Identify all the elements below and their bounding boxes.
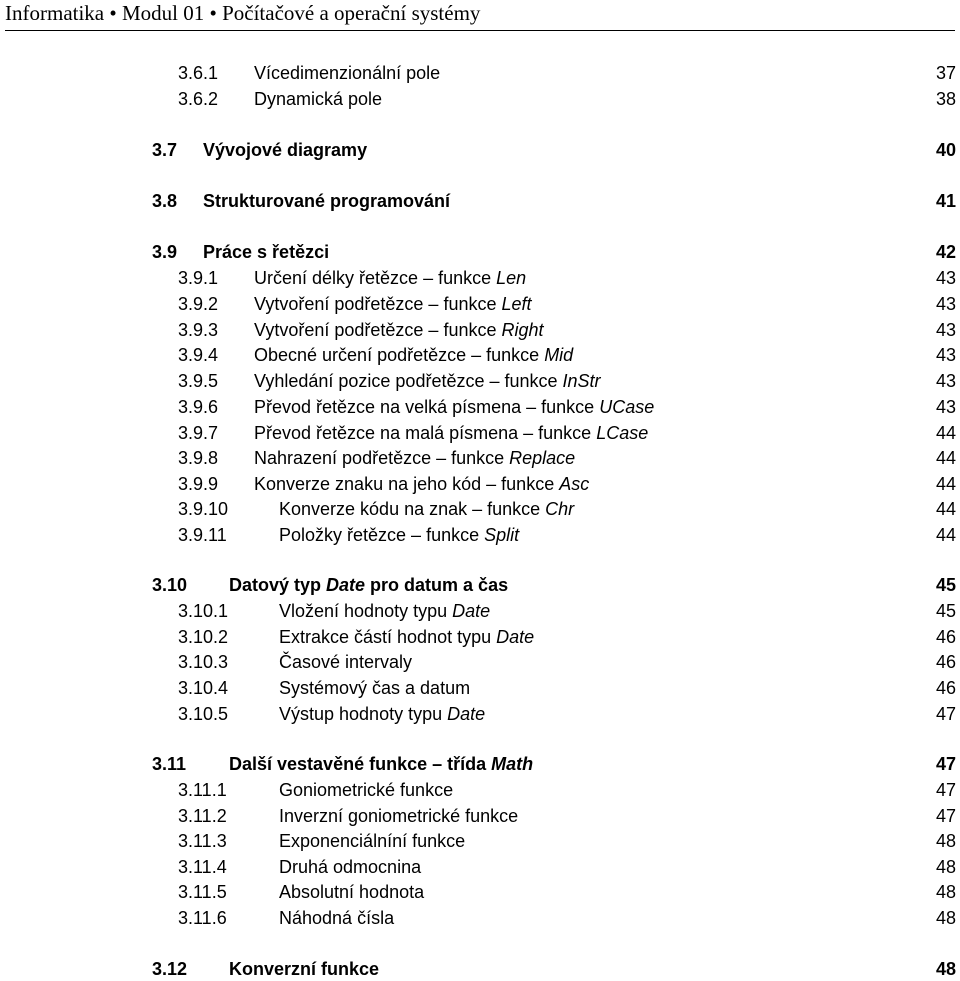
toc-entry-title bbox=[254, 292, 532, 316]
toc-entry-number: 3.10.4 bbox=[178, 678, 229, 698]
toc-entry-title-text: Vytvoření podřetězce – funkce bbox=[254, 294, 502, 314]
toc-entry-title bbox=[254, 395, 654, 419]
toc-entry-page-number: 42 bbox=[935, 242, 956, 262]
toc-entry-title-text: Konverzní funkce bbox=[229, 959, 380, 979]
toc-entry-number: 3.9.7 bbox=[178, 423, 219, 443]
toc-entry-number: 3.11.3 bbox=[178, 831, 227, 851]
toc-entry-title-italic: Replace bbox=[509, 448, 576, 468]
toc-entry-title-italic: Math bbox=[491, 754, 534, 774]
toc-entry-title-text: Obecné určení podřetězce – funkce bbox=[254, 345, 545, 365]
toc-entry-title-text: Datový typ bbox=[229, 575, 327, 595]
toc-entry-page-number: 48 bbox=[935, 857, 956, 877]
toc-subsection-entry[interactable] bbox=[0, 343, 960, 367]
toc-subsection-entry[interactable] bbox=[0, 497, 960, 521]
toc-entry-page-number: 46 bbox=[935, 652, 956, 672]
toc-subsection-entry[interactable] bbox=[0, 523, 960, 547]
toc-subsection-entry[interactable] bbox=[0, 829, 960, 853]
toc-entry-title bbox=[254, 369, 601, 393]
toc-subsection-entry[interactable] bbox=[0, 61, 960, 85]
toc-entry-title-italic: Date bbox=[447, 704, 486, 724]
toc-entry-title bbox=[203, 138, 367, 162]
toc-entry-title bbox=[254, 446, 575, 470]
toc-entry-title-text: Vývojové diagramy bbox=[203, 140, 368, 160]
toc-entry-page-number: 47 bbox=[935, 704, 956, 724]
toc-entry-title-italic: UCase bbox=[599, 397, 655, 417]
toc-entry-page-number: 43 bbox=[935, 320, 956, 340]
toc-entry-page-number: 48 bbox=[935, 831, 956, 851]
toc-entry-title bbox=[279, 880, 424, 904]
toc-entry-title-text: Určení délky řetězce – funkce bbox=[254, 268, 497, 288]
toc-entry-title bbox=[254, 472, 589, 496]
toc-entry-title bbox=[254, 266, 526, 290]
toc-entry-title bbox=[279, 855, 421, 879]
toc-entry-title bbox=[279, 625, 534, 649]
toc-entry-number: 3.9.11 bbox=[178, 525, 227, 545]
toc-section-entry[interactable] bbox=[0, 189, 960, 213]
toc-entry-page-number: 45 bbox=[935, 601, 956, 621]
toc-section-entry[interactable] bbox=[0, 138, 960, 162]
toc-entry-page-number: 40 bbox=[935, 140, 956, 160]
toc-entry-number: 3.9.1 bbox=[178, 268, 219, 288]
toc-subsection-entry[interactable] bbox=[0, 702, 960, 726]
toc-entry-title bbox=[279, 702, 485, 726]
toc-entry-page-number: 48 bbox=[935, 908, 956, 928]
toc-subsection-entry[interactable] bbox=[0, 906, 960, 930]
toc-subsection-entry[interactable] bbox=[0, 625, 960, 649]
toc-entry-page-number: 47 bbox=[935, 806, 956, 826]
toc-entry-number: 3.8 bbox=[152, 191, 178, 211]
toc-entry-number: 3.11.1 bbox=[178, 780, 227, 800]
toc-entry-number: 3.10 bbox=[152, 575, 188, 595]
toc-entry-title bbox=[279, 804, 518, 828]
toc-subsection-entry[interactable] bbox=[0, 395, 960, 419]
toc-subsection-entry[interactable] bbox=[0, 676, 960, 700]
toc-entry-title bbox=[229, 957, 379, 981]
toc-entry-title-italic: LCase bbox=[596, 423, 649, 443]
toc-entry-number: 3.9.4 bbox=[178, 345, 219, 365]
toc-entry-title-text: Náhodná čísla bbox=[279, 908, 395, 928]
toc-entry-number: 3.9.3 bbox=[178, 320, 219, 340]
toc-entry-title bbox=[279, 906, 394, 930]
toc-entry-number: 3.9 bbox=[152, 242, 178, 262]
toc-entry-page-number: 38 bbox=[935, 89, 956, 109]
toc-entry-title-text: Druhá odmocnina bbox=[279, 857, 422, 877]
toc-subsection-entry[interactable] bbox=[0, 318, 960, 342]
toc-entry-number: 3.9.5 bbox=[178, 371, 219, 391]
toc-entry-number: 3.10.5 bbox=[178, 704, 229, 724]
toc-entry-title-text: Vytvoření podřetězce – funkce bbox=[254, 320, 502, 340]
toc-entry-title bbox=[279, 497, 574, 521]
toc-entry-title-text: Konverze kódu na znak – funkce bbox=[279, 499, 546, 519]
toc-entry-number: 3.11.2 bbox=[178, 806, 227, 826]
toc-subsection-entry[interactable] bbox=[0, 369, 960, 393]
toc-entry-title bbox=[229, 752, 533, 776]
toc-entry-title-italic: Date bbox=[452, 601, 491, 621]
toc-entry-title bbox=[279, 599, 490, 623]
toc-entry-title-italic: Asc bbox=[559, 474, 590, 494]
toc-entry-title bbox=[254, 343, 573, 367]
toc-entry-page-number: 43 bbox=[935, 371, 956, 391]
toc-entry-title-text: Položky řetězce – funkce bbox=[279, 525, 485, 545]
toc-entry-title-text: Inverzní goniometrické funkce bbox=[279, 806, 519, 826]
toc-entry-page-number: 46 bbox=[935, 678, 956, 698]
header-title: Informatika • Modul 01 • Počítačové a operační systémy bbox=[5, 1, 481, 25]
toc-entry-title-italic: Chr bbox=[545, 499, 575, 519]
toc-subsection-entry[interactable] bbox=[0, 421, 960, 445]
toc-entry-number: 3.9.9 bbox=[178, 474, 219, 494]
toc-entry-page-number: 43 bbox=[935, 268, 956, 288]
toc-entry-title bbox=[254, 318, 544, 342]
toc-entry-title-text: Strukturované programování bbox=[203, 191, 451, 211]
toc-subsection-entry[interactable] bbox=[0, 804, 960, 828]
toc-entry-page-number: 44 bbox=[935, 448, 956, 468]
toc-entry-title bbox=[254, 61, 440, 85]
toc-subsection-entry[interactable] bbox=[0, 87, 960, 111]
toc-subsection-entry[interactable] bbox=[0, 292, 960, 316]
toc-entry-title bbox=[279, 523, 519, 547]
toc-section-entry[interactable] bbox=[0, 573, 960, 597]
toc-entry-title-text: Goniometrické funkce bbox=[279, 780, 454, 800]
toc-subsection-entry[interactable] bbox=[0, 266, 960, 290]
toc-entry-title-text: Nahrazení podřetězce – funkce bbox=[254, 448, 510, 468]
toc-entry-title bbox=[279, 676, 470, 700]
toc-entry-title-text: Převod řetězce na velká písmena – funkce bbox=[254, 397, 600, 417]
toc-entry-title-italic: Left bbox=[501, 294, 532, 314]
toc-entry-page-number: 44 bbox=[935, 499, 956, 519]
toc-entry-title-italic: InStr bbox=[562, 371, 601, 391]
toc-entry-page-number: 44 bbox=[935, 423, 956, 443]
toc-entry-page-number: 43 bbox=[935, 397, 956, 417]
toc-entry-title bbox=[279, 778, 453, 802]
toc-entry-number: 3.9.6 bbox=[178, 397, 219, 417]
toc-subsection-entry[interactable] bbox=[0, 778, 960, 802]
toc-entry-title-italic: Right bbox=[501, 320, 544, 340]
toc-subsection-entry[interactable] bbox=[0, 599, 960, 623]
toc-entry-number: 3.11.4 bbox=[178, 857, 227, 877]
toc-entry-title-text: Další vestavěné funkce – třída bbox=[229, 754, 492, 774]
toc-entry-title-italic: Date bbox=[496, 627, 535, 647]
toc-section-entry[interactable] bbox=[0, 752, 960, 776]
toc-entry-page-number: 48 bbox=[935, 959, 956, 979]
toc-entry-title-italic: Split bbox=[484, 525, 520, 545]
toc-entry-number: 3.10.1 bbox=[178, 601, 229, 621]
toc-entry-page-number: 37 bbox=[935, 63, 956, 83]
toc-entry-title bbox=[254, 421, 648, 445]
toc-entry-title-text: Vyhledání pozice podřetězce – funkce bbox=[254, 371, 563, 391]
toc-entry-page-number: 44 bbox=[935, 474, 956, 494]
toc-entry-title bbox=[203, 189, 450, 213]
toc-entry-title-text: Převod řetězce na malá písmena – funkce bbox=[254, 423, 597, 443]
toc-entry-title-italic: Mid bbox=[544, 345, 574, 365]
toc-entry-number: 3.11.6 bbox=[178, 908, 227, 928]
toc-entry-page-number: 43 bbox=[935, 345, 956, 365]
toc-entry-title-text: Exponenciálníní funkce bbox=[279, 831, 466, 851]
toc-entry-number: 3.9.8 bbox=[178, 448, 219, 468]
toc-entry-title-text: Výstup hodnoty typu bbox=[279, 704, 448, 724]
toc-entry-number: 3.6.1 bbox=[178, 63, 219, 83]
toc-entry-page-number: 41 bbox=[935, 191, 956, 211]
toc-entry-title-text: Konverze znaku na jeho kód – funkce bbox=[254, 474, 560, 494]
toc-subsection-entry[interactable] bbox=[0, 855, 960, 879]
toc-subsection-entry[interactable] bbox=[0, 472, 960, 496]
toc-entry-title-text: Časové intervaly bbox=[279, 652, 413, 672]
toc-entry-title bbox=[279, 650, 412, 674]
toc-entry-title-suffix: pro datum a čas bbox=[365, 575, 509, 595]
toc-subsection-entry[interactable] bbox=[0, 650, 960, 674]
toc-entry-title-italic: Len bbox=[496, 268, 527, 288]
toc-entry-number: 3.10.3 bbox=[178, 652, 229, 672]
toc-entry-title-text: Systémový čas a datum bbox=[279, 678, 471, 698]
toc-entry-title-text: Absolutní hodnota bbox=[279, 882, 425, 902]
toc-entry-title-text: Práce s řetězci bbox=[203, 242, 330, 262]
toc-entry-page-number: 47 bbox=[935, 754, 956, 774]
toc-entry-number: 3.10.2 bbox=[178, 627, 229, 647]
toc-subsection-entry[interactable] bbox=[0, 446, 960, 470]
toc-entry-page-number: 43 bbox=[935, 294, 956, 314]
toc-entry-page-number: 48 bbox=[935, 882, 956, 902]
toc-entry-title-text: Extrakce částí hodnot typu bbox=[279, 627, 497, 647]
toc-entry-page-number: 46 bbox=[935, 627, 956, 647]
toc-entry-number: 3.9.10 bbox=[178, 499, 229, 519]
toc-entry-title bbox=[229, 573, 508, 597]
toc-entry-number: 3.7 bbox=[152, 140, 178, 160]
toc-entry-number: 3.11.5 bbox=[178, 882, 227, 902]
toc-entry-title bbox=[203, 240, 329, 264]
toc-section-entry[interactable] bbox=[0, 957, 960, 981]
toc-entry-number: 3.12 bbox=[152, 959, 188, 979]
toc-section-entry[interactable] bbox=[0, 240, 960, 264]
toc-entry-number: 3.6.2 bbox=[178, 89, 219, 109]
toc-entry-title bbox=[254, 87, 382, 111]
toc-entry-title-text: Vložení hodnoty typu bbox=[279, 601, 453, 621]
toc-entry-number: 3.11 bbox=[152, 754, 187, 774]
toc-entry-page-number: 44 bbox=[935, 525, 956, 545]
toc-entry-title-italic: Date bbox=[326, 575, 366, 595]
toc-entry-title bbox=[279, 829, 465, 853]
toc-entry-title-text: Vícedimenzionální pole bbox=[254, 63, 441, 83]
toc-entry-page-number: 47 bbox=[935, 780, 956, 800]
toc-entry-title-text: Dynamická pole bbox=[254, 89, 383, 109]
toc-entry-page-number: 45 bbox=[935, 575, 956, 595]
toc-subsection-entry[interactable] bbox=[0, 880, 960, 904]
toc-entry-number: 3.9.2 bbox=[178, 294, 219, 314]
